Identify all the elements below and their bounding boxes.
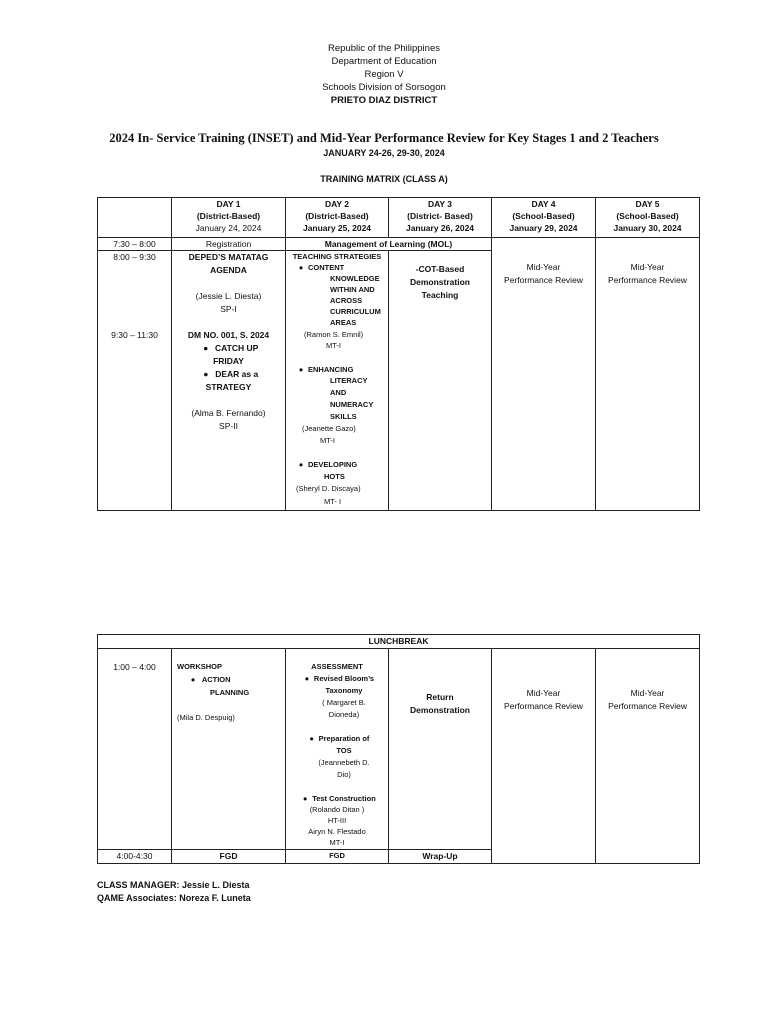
lunchbreak-cell: LUNCHBREAK (98, 635, 700, 649)
bullet-text: CURRICULUM (330, 307, 381, 316)
header-line: Department of Education (331, 56, 437, 67)
bullet-text: ACROSS (330, 296, 363, 305)
session-topic: -COT-Based (415, 264, 465, 274)
speaker-position: SP-II (219, 421, 238, 431)
document-title: 2024 In- Service Training (INSET) and Mid-Year Performance Review for Key Stages 1 and 2 Teachers (109, 131, 659, 145)
bullet-text: SKILLS (330, 412, 357, 421)
lunch-row (98, 635, 700, 649)
day4-afternoon-cell (492, 649, 596, 864)
bullet-icon: ● (304, 674, 310, 683)
time-cell: 4:00-4:30 (98, 850, 172, 864)
speaker-name: (Ramon S. Emnil) (304, 330, 364, 339)
bullet-text: NUMERACY (330, 400, 374, 409)
day-label: DAY 4 (531, 199, 556, 209)
speaker-name: ( Margaret B. (322, 698, 366, 707)
day1-afternoon-cell (172, 649, 286, 850)
bullet-text: PLANNING (210, 688, 250, 697)
speaker-name: Dioneda) (328, 710, 360, 719)
time-cell (98, 251, 172, 511)
empty-cell (492, 238, 596, 251)
day4-morning-cell (492, 251, 596, 511)
speaker-name: (Rolando Ditan ) (309, 805, 365, 814)
bullet-text: CATCH UP (215, 343, 259, 353)
time-cell (98, 649, 172, 850)
day-type: (School-Based) (616, 211, 679, 221)
day5-morning-cell (596, 251, 700, 511)
bullet-text: ACTION (201, 675, 231, 684)
wrap-up-cell: Wrap-Up (389, 850, 492, 864)
bullet-icon: ● (298, 365, 304, 374)
bullet-item (286, 733, 388, 744)
day-date: January 30, 2024 (613, 223, 682, 233)
bullet-icon: ● (190, 675, 196, 684)
speaker-name: Airyn N. Flestado (308, 827, 366, 836)
registration-row (98, 238, 700, 251)
bullet-text: AREAS (330, 318, 357, 327)
day2-morning-cell (286, 251, 389, 511)
day-date: January 25, 2024 (302, 223, 372, 233)
day5-afternoon-cell (596, 649, 700, 864)
session-topic: Teaching (421, 290, 459, 300)
session-topic: Mid-Year (526, 261, 561, 272)
bullet-text: ENHANCING (308, 365, 354, 374)
speaker-position: MT-I (326, 341, 341, 350)
speaker-name: (Jeanette Gazo) (302, 424, 356, 433)
day-type: (District-Based) (305, 211, 369, 221)
speaker-name: (Alma B. Fernando) (191, 408, 266, 418)
bullet-text: LITERACY (330, 376, 368, 385)
day2-afternoon-cell (286, 649, 389, 850)
class-manager: CLASS MANAGER: Jessie L. Diesta (97, 880, 250, 890)
day-date: January 29, 2024 (509, 223, 578, 233)
session-topic: DEPED’S MATATAG (188, 252, 269, 262)
session-topic: Performance Review (608, 274, 687, 285)
day-header-cell (286, 198, 389, 238)
day-label: DAY 3 (427, 199, 453, 209)
matrix-title: TRAINING MATRIX (CLASS A) (320, 174, 448, 184)
session-topic: DM NO. 001, S. 2024 (187, 330, 270, 340)
qame-associates: QAME Associates: Noreza F. Luneta (97, 893, 251, 903)
time-cell: 7:30 – 8:00 (98, 238, 172, 251)
mol-cell: Management of Learning (MOL) (286, 238, 492, 251)
session-heading: TEACHING STRATEGIES (292, 252, 382, 261)
session-topic: Mid-Year (526, 688, 561, 698)
bullet-text: KNOWLEDGE (330, 274, 380, 283)
bullet-item (172, 368, 285, 380)
bullet-text: WITHIN AND (330, 285, 375, 294)
session-topic: Mid-Year (630, 688, 665, 698)
bullet-item (286, 262, 388, 273)
bullet-text: Preparation of (318, 734, 370, 743)
bullet-text: Test Construction (312, 794, 376, 803)
bullet-item (286, 459, 388, 470)
morning-sessions-row (98, 251, 700, 511)
day-label: DAY 5 (635, 199, 660, 209)
bullet-text: STRATEGY (205, 382, 252, 392)
bullet-text: HOTS (324, 472, 345, 481)
speaker-name: Dio) (337, 770, 351, 779)
time-label: 1:00 – 4:00 (113, 662, 156, 672)
bullet-text: DEVELOPING (308, 460, 358, 469)
fgd-cell: FGD (172, 850, 286, 864)
bullet-item (172, 674, 285, 685)
day-header-cell (596, 198, 700, 238)
time-label: 9:30 – 11:30 (111, 330, 158, 340)
session-topic: Performance Review (504, 701, 583, 711)
bullet-icon: ● (203, 369, 209, 379)
session-topic: Return (426, 692, 454, 702)
session-topic: AGENDA (210, 265, 247, 275)
registration-cell: Registration (172, 238, 286, 251)
speaker-name: (Jeannebeth D. (318, 758, 370, 767)
bullet-icon: ● (302, 794, 308, 803)
speaker-position: MT-I (320, 436, 335, 445)
bullet-item (172, 342, 285, 354)
day3-morning-cell (389, 251, 492, 511)
day3-afternoon-cell (389, 649, 492, 850)
morning-schedule-table (97, 197, 700, 511)
day-type: (School-Based) (512, 211, 575, 221)
speaker-name: (Mila D. Despuig) (177, 713, 235, 722)
header-line: Schools Division of Sorsogon (322, 82, 446, 93)
speaker-position: MT-I (329, 838, 345, 847)
bullet-text: Revised Bloom’s (313, 674, 375, 683)
day-label: DAY 1 (216, 199, 241, 209)
session-topic: Demonstration (410, 705, 470, 715)
bullet-item (286, 673, 388, 684)
header-line: Republic of the Philippines (328, 43, 440, 54)
day-header-row (98, 198, 700, 238)
bullet-text: Taxonomy (325, 686, 363, 695)
afternoon-schedule-table (97, 634, 700, 864)
session-heading: WORKSHOP (177, 662, 222, 671)
time-label: 8:00 – 9:30 (113, 252, 156, 262)
day-header-cell (172, 198, 286, 238)
fgd-cell: FGD (286, 850, 389, 864)
document-header (0, 42, 768, 107)
speaker-name: (Sheryl D. Discaya) (296, 484, 361, 493)
speaker-position: MT- I (324, 497, 342, 506)
empty-cell (596, 238, 700, 251)
bullet-icon: ● (309, 734, 314, 743)
bullet-text: TOS (336, 746, 352, 755)
session-topic: Mid-Year (630, 261, 665, 272)
bullet-text: CONTENT (308, 263, 345, 272)
time-header-cell (98, 198, 172, 238)
speaker-position: HT-III (327, 816, 347, 825)
training-dates: JANUARY 24-26, 29-30, 2024 (323, 148, 445, 158)
bullet-icon: ● (203, 343, 209, 353)
bullet-item (286, 364, 388, 375)
bullet-text: DEAR as a (215, 369, 259, 379)
day-header-cell (389, 198, 492, 238)
day-type: (District- Based) (407, 211, 473, 221)
day-header-cell (492, 198, 596, 238)
bullet-icon: ● (298, 263, 304, 272)
afternoon-sessions-row (98, 649, 700, 850)
speaker-name: (Jessie L. Diesta) (195, 291, 262, 301)
day-date: January 24, 2024 (195, 223, 262, 233)
district-name: PRIETO DIAZ DISTRICT (330, 95, 438, 106)
session-topic: Demonstration (410, 277, 470, 287)
session-heading: ASSESSMENT (311, 662, 363, 671)
session-topic: Performance Review (608, 701, 687, 711)
bullet-text: AND (330, 388, 347, 397)
day-date: January 26, 2024 (405, 223, 475, 233)
bullet-text: FRIDAY (213, 356, 244, 366)
day-type: (District-Based) (196, 211, 261, 221)
day1-morning-cell (172, 251, 286, 511)
bullet-item (286, 793, 388, 804)
bullet-icon: ● (298, 460, 304, 469)
day-label: DAY 2 (324, 199, 350, 209)
speaker-position: SP-I (220, 304, 237, 314)
session-topic: Performance Review (504, 274, 583, 285)
header-line: Region V (364, 69, 404, 80)
